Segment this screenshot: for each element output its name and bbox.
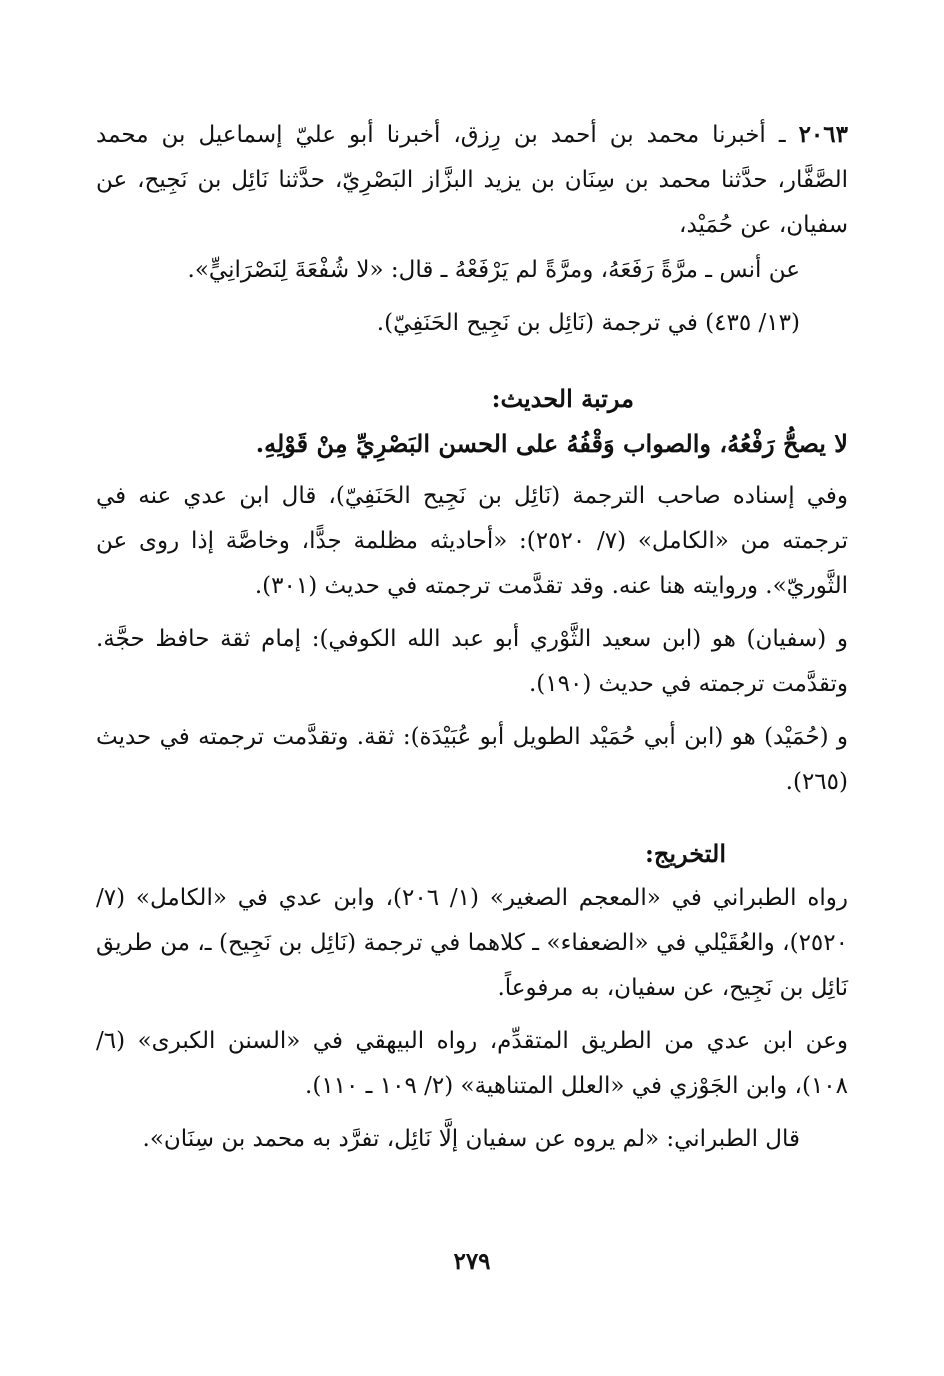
grading-note-sufyan: و (سفيان) هو (ابن سعيد الثَّوْري أبو عبد الله الكوفي): إمام ثقة حافظ حجَّة. وتقدَّمت ترجمته في حديث (١٩٠). [96, 626, 848, 697]
grading-verdict: لا يصحُّ رَفْعُهُ، والصواب وَقْفُهُ على الحسن البَصْرِيِّ مِنْ قَوْلِهِ. [255, 429, 848, 458]
takhrij-paragraph: وعن ابن عدي من الطريق المتقدِّم، رواه البيهقي في «السنن الكبرى» (٦/ ١٠٨)، وابن الجَوْزي في «العلل المتناهية» (٢/ ١٠٩ ـ ١١٠). [96, 1028, 848, 1099]
grading-note-humayd: و (حُمَيْد) هو (ابن أبي حُمَيْد الطويل أبو عُبَيْدَة): ثقة. وتقدَّمت ترجمته في حديث (٢٦٥). [96, 724, 848, 795]
hadith-reference: (١٣/ ٤٣٥) في ترجمة (نَائِل بن نَجِيح الحَنَفِيّ). [376, 310, 800, 336]
page-body [96, 112, 848, 1162]
takhrij-paragraph: قال الطبراني: «لم يروه عن سفيان إلَّا نَائِل، تفرَّد به محمد بن سِنَان». [142, 1126, 800, 1152]
hadith-chain [96, 112, 848, 248]
hadith-chain-text: ـ أخبرنا محمد بن أحمد بن رِزق، أخبرنا أبو عليّ إسماعيل بن محمد الصَّفَّار، حدَّثنا محمد بن سِنَان بن يزيد البزَّاز البَصْرِيّ، حدَّثنا نَائِل بن نَجِيح، عن سفيان، عن حُمَيْد، [96, 122, 848, 238]
hadith-matn: عن أنس ـ مرَّةً رَفَعَهُ، ومرَّةً لم يَرْفَعْهُ ـ قال: «لا شُفْعَةَ لِنَصْرَانِيٍّ». [187, 257, 800, 283]
grading-heading: مرتبة الحديث: [491, 384, 634, 413]
takhrij-paragraph: رواه الطبراني في «المعجم الصغير» (١/ ٢٠٦)، وابن عدي في «الكامل» (٧/ ٢٥٢٠)، والعُقَيْلي في «الضعفاء» ـ كلاهما في ترجمة (نَائِل بن نَجِيح) ـ، من طريق نَائِل بن نَجِيح، عن سفيان، به مرفوعاً. [96, 885, 849, 1001]
hadith-number: ٢٠٦٣ [798, 121, 848, 148]
page-number: ٢٧٩ [453, 1248, 491, 1275]
takhrij-heading: التخريج: [645, 839, 726, 868]
grading-note-narrator: وفي إسناده صاحب الترجمة (نَائِل بن نَجِيح الحَنَفِيّ)، قال ابن عدي عنه في ترجمته من «الكامل» (٧/ ٢٥٢٠): «أحاديثه مظلمة جدًّا، وخاصَّة إذا روى عن الثَّوريّ». وروايته هنا عنه. وقد تقدَّمت ترجمته في حديث (٣٠١). [96, 483, 849, 599]
